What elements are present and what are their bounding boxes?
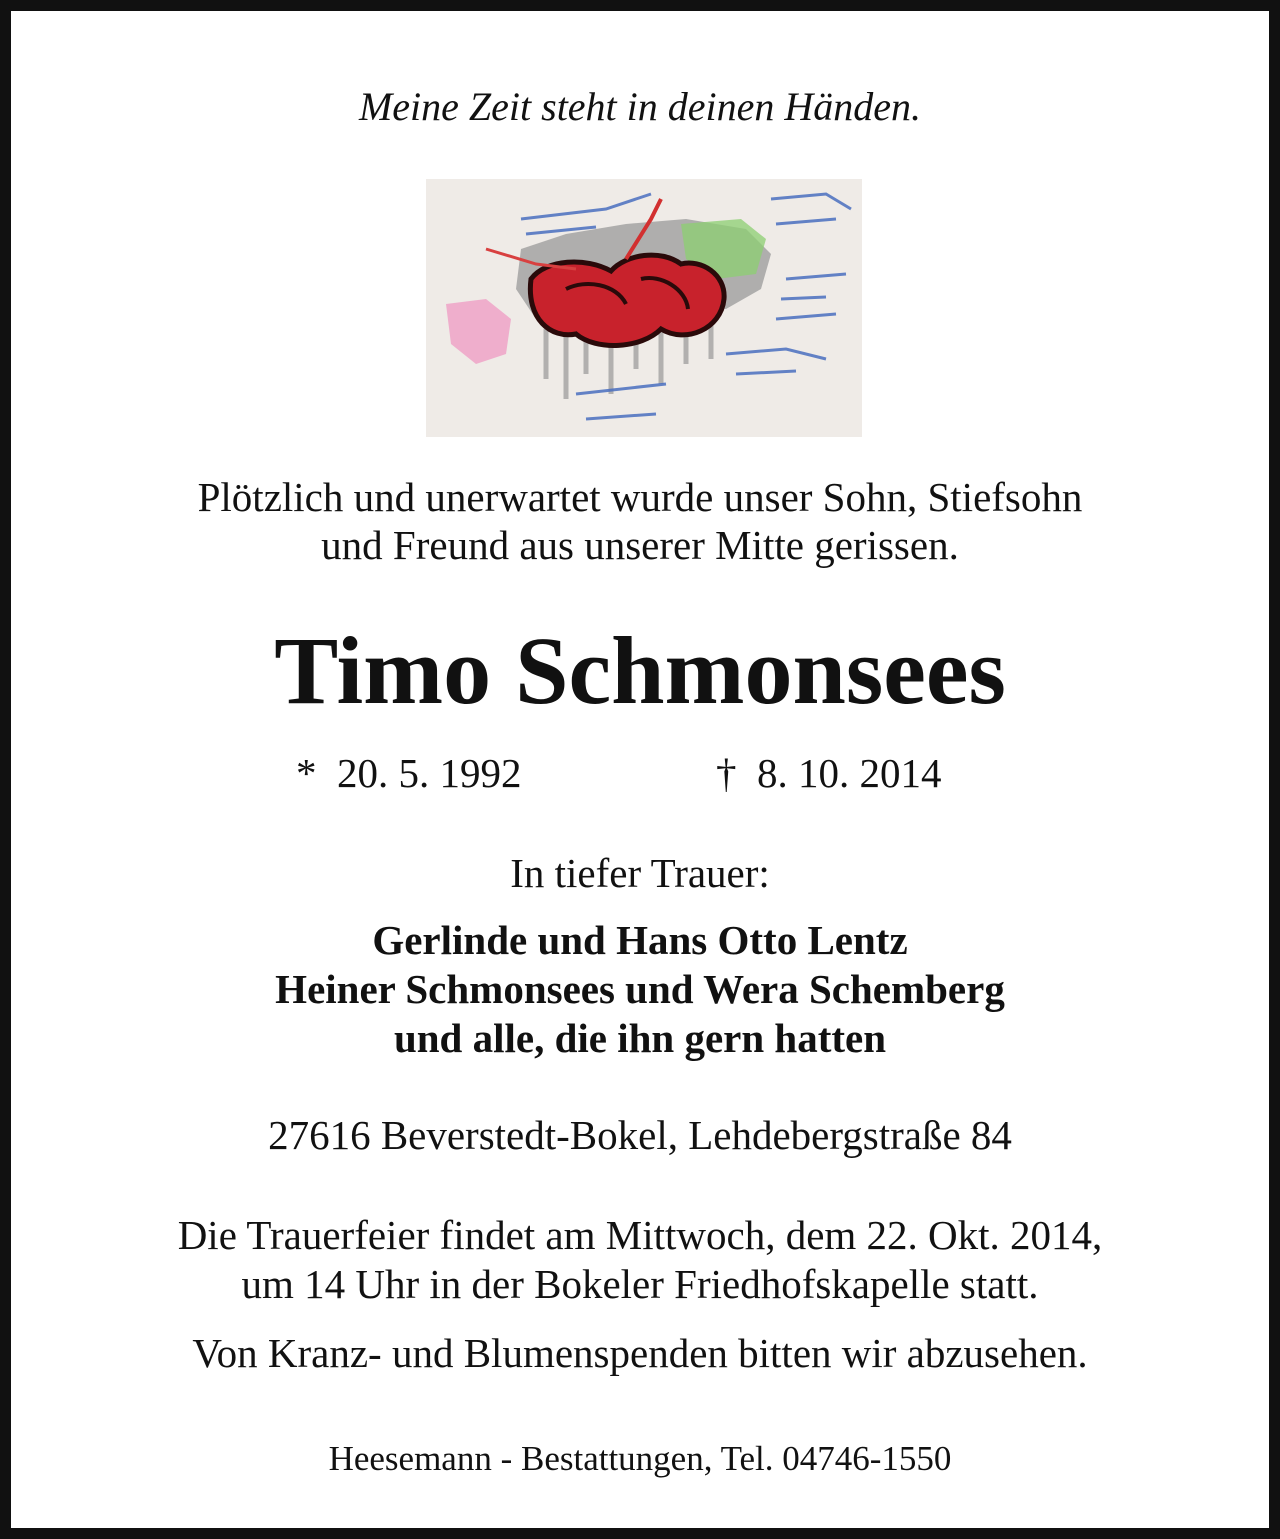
mourning-heading: In tiefer Trauer:: [510, 850, 770, 896]
cross-icon: †: [716, 750, 737, 796]
family-line-3: und alle, die ihn gern hatten: [393, 1015, 887, 1061]
funeral-service-info: [11, 1211, 1269, 1309]
service-line-1: Die Trauerfeier findet am Mittwoch, dem 22. Okt. 2014,: [177, 1212, 1103, 1258]
life-dates: [11, 749, 1269, 799]
death-date-value: 8. 10. 2014: [757, 750, 942, 796]
flowers-request: Von Kranz- und Blumenspenden bitten wir abzusehen.: [192, 1330, 1088, 1376]
intro-text: [11, 473, 1269, 569]
death-date: [716, 749, 942, 797]
graffiti-artwork-image: [426, 179, 862, 437]
deceased-name: Timo Schmonsees: [274, 617, 1006, 724]
family-line-2: Heiner Schmonsees und Wera Schemberg: [275, 966, 1005, 1012]
birth-star-icon: *: [296, 750, 317, 796]
service-line-2: um 14 Uhr in der Bokeler Friedhofskapelle statt.: [241, 1261, 1039, 1307]
motto: Meine Zeit steht in deinen Händen.: [358, 84, 922, 129]
birth-date-value: 20. 5. 1992: [337, 750, 522, 796]
family-names: [11, 916, 1269, 1063]
birth-date: [296, 749, 522, 797]
intro-line-1: Plötzlich und unerwartet wurde unser Sohn, Stiefsohn: [197, 474, 1083, 520]
intro-line-2: und Freund aus unserer Mitte gerissen.: [321, 522, 959, 568]
address: 27616 Beverstedt-Bokel, Lehdebergstraße 84: [268, 1112, 1012, 1158]
undertaker-contact: Heesemann - Bestattungen, Tel. 04746-1550: [328, 1439, 952, 1478]
family-line-1: Gerlinde und Hans Otto Lentz: [372, 917, 908, 963]
